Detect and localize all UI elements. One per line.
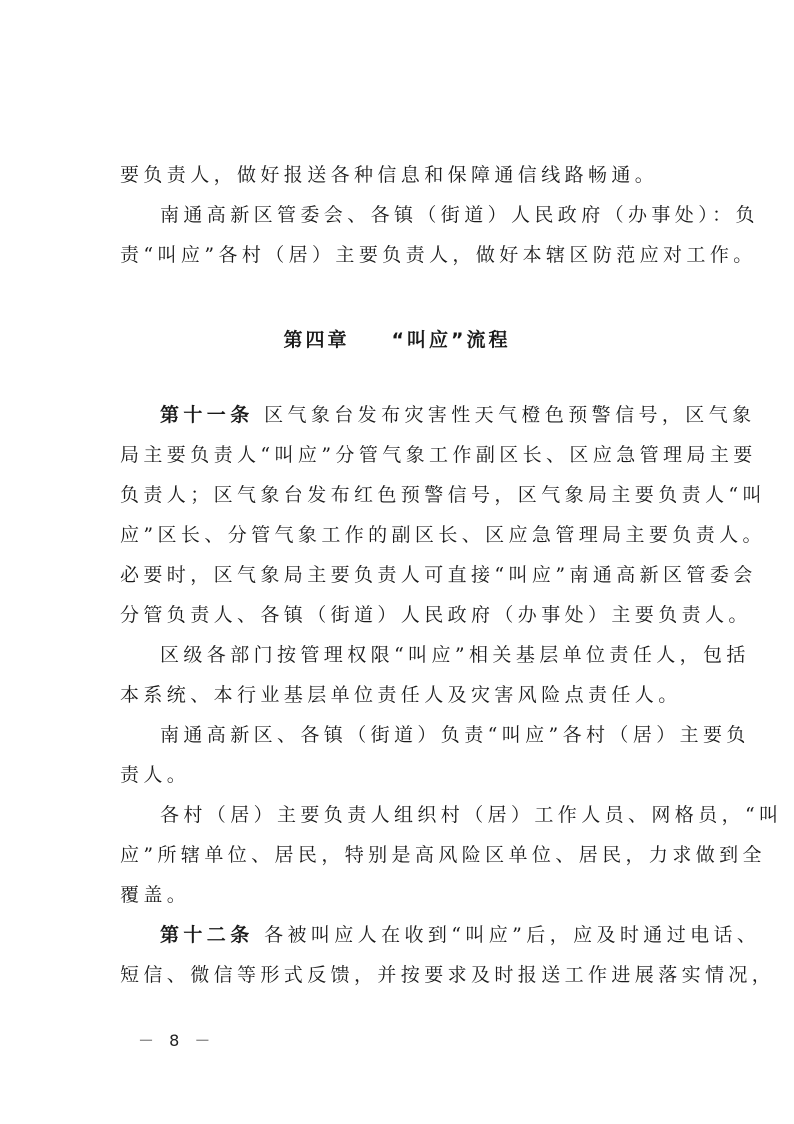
chapter-number: 第四章 <box>283 329 350 351</box>
body-line: 应”区长、分管气象工作的副区长、区应急管理局主要负责人。 <box>120 524 766 546</box>
body-line: 短信、微信等形式反馈，并按要求及时报送工作进展落实情况， <box>120 964 776 986</box>
body-line: 局主要负责人“叫应”分管气象工作副区长、区应急管理局主要 <box>120 444 757 466</box>
page-number: － 8 － <box>138 1031 216 1050</box>
article-first-line <box>160 926 760 945</box>
article-label: 第十二条 <box>160 924 254 946</box>
body-line: 分管负责人、各镇（街道）人民政府（办事处）主要负责人。 <box>120 604 752 626</box>
body-line: 要负责人，做好报送各种信息和保障通信线路畅通。 <box>120 164 659 186</box>
article-first-line <box>160 406 755 425</box>
body-line: 南通高新区、各镇（街道）负责“叫应”各村（居）主要负 <box>160 724 750 746</box>
chapter-title: “叫应”流程 <box>391 329 511 351</box>
body-line: 本系统、本行业基层单位责任人及灾害风险点责任人。 <box>120 684 682 706</box>
body-line: 责“叫应”各村（居）主要负责人，做好本辖区防范应对工作。 <box>120 244 757 266</box>
body-line: 南通高新区管委会、各镇（街道）人民政府（办事处）：负 <box>160 204 759 226</box>
body-line: 覆盖。 <box>120 884 191 906</box>
body-line: 区级各部门按管理权限“叫应”相关基层单位责任人，包括 <box>160 644 750 666</box>
chapter-heading <box>0 325 794 352</box>
body-line: 必要时，区气象局主要负责人可直接“叫应”南通高新区管委会 <box>120 564 757 586</box>
body-text: 区气象台发布灾害性天气橙色预警信号，区气象 <box>264 404 756 426</box>
body-line: 责人。 <box>120 764 191 786</box>
article-label: 第十一条 <box>160 404 254 426</box>
body-text: 各被叫应人在收到“叫应”后，应及时通过电话、 <box>264 924 761 946</box>
body-line: 应”所辖单位、居民，特别是高风险区单位、居民，力求做到全 <box>120 844 766 866</box>
body-line: 各村（居）主要负责人组织村（居）工作人员、网格员，“叫 <box>160 804 783 826</box>
body-line: 负责人；区气象台发布红色预警信号，区气象局主要负责人“叫 <box>120 484 766 506</box>
